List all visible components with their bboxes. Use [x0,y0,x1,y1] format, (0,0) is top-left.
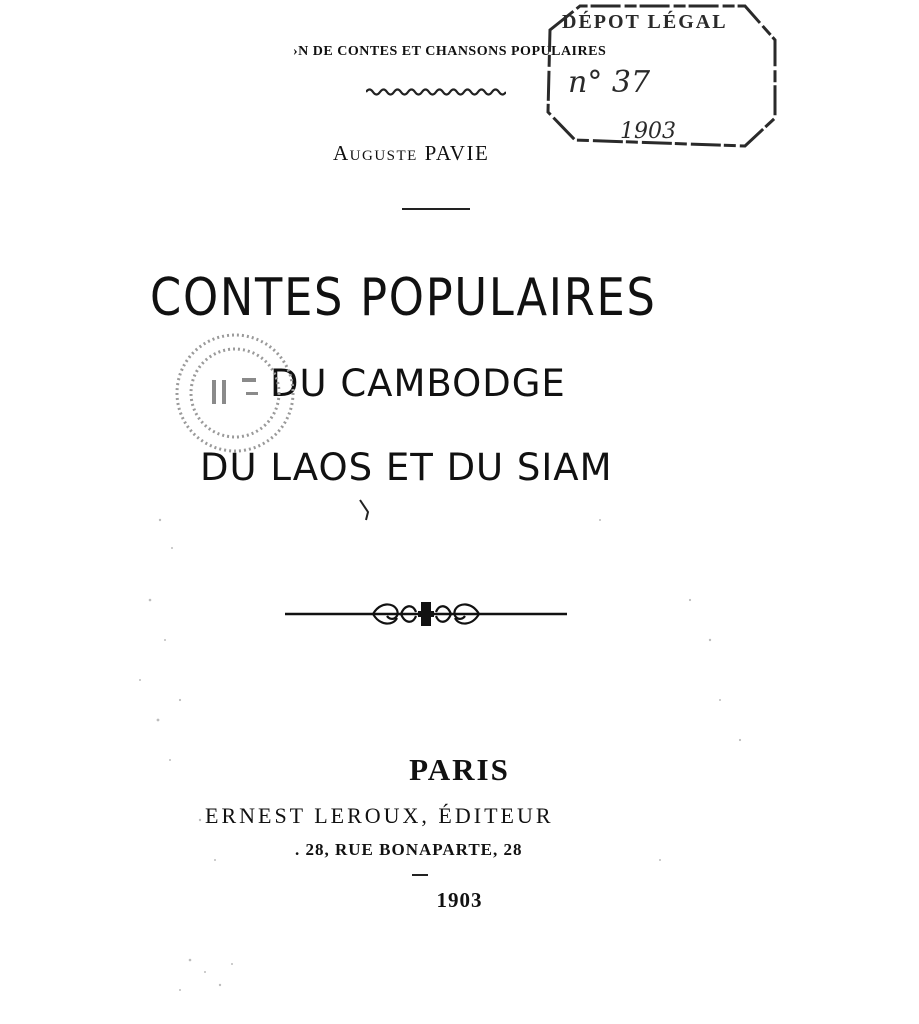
stamp-year: 1903 [620,119,676,144]
main-title: CONTES POPULAIRES [150,268,657,328]
library-stamp [150,318,320,468]
ornament-divider [285,596,567,632]
series-title: ›N DE CONTES ET CHANSONS POPULAIRES [293,44,607,59]
publication-year: 1903 [436,888,483,912]
stamp-legend: DÉPOT LÉGAL [562,11,728,33]
subtitle-line-1: DU CAMBODGE [270,362,566,405]
author-name: Auguste PAVIE [333,141,490,165]
legal-deposit-stamp [530,0,780,150]
stamp-number: n° 37 [568,65,651,100]
short-rule [402,208,470,210]
subtitle-line-2: DU LAOS ET DU SIAM [200,446,613,489]
small-dash [412,874,428,876]
publisher-name: ERNEST LEROUX, ÉDITEUR [205,803,554,828]
publisher-address: . 28, RUE BONAPARTE, 28 [295,840,523,859]
wavy-rule [366,86,506,98]
publication-city: PARIS [409,752,510,787]
